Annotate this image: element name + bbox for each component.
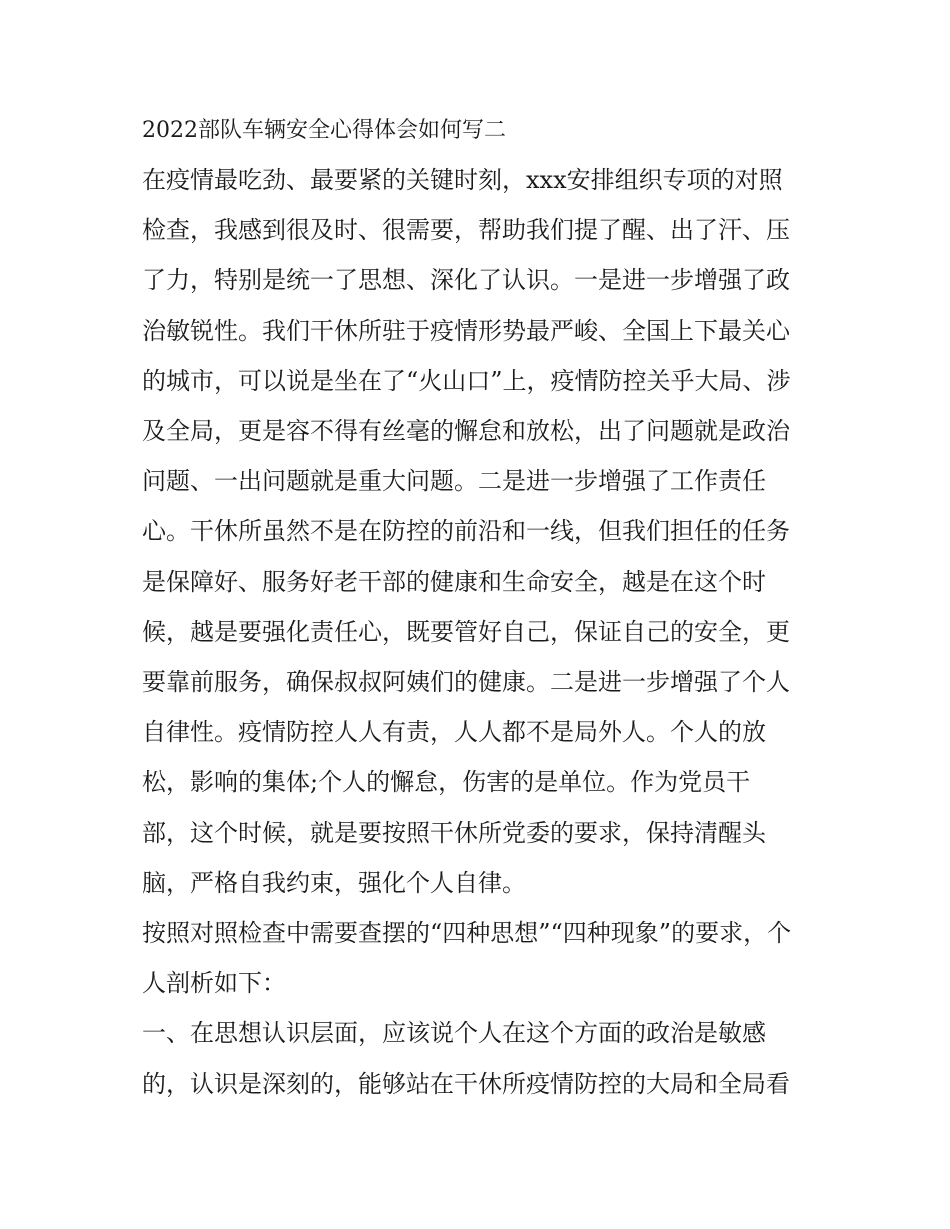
text-line: 了力，特别是统一了思想、深化了认识。一是进一步增强了政 <box>142 266 790 295</box>
text-line: 按照对照检查中需要查摆的“四种思想”“四种现象”的要求，个 <box>142 919 792 948</box>
text-line: 的，认识是深刻的，能够站在干休所疫情防控的大局和全局看 <box>142 1069 790 1098</box>
paragraph-2 <box>142 908 812 1008</box>
text-line: 问题、一出问题就是重大问题。二是进一步增强了工作责任 <box>142 467 766 496</box>
text-line: 是保障好、服务好老干部的健康和生命安全，越是在这个时 <box>142 567 766 596</box>
paragraph-1 <box>142 155 812 908</box>
text-line: 人剖析如下： <box>142 969 286 998</box>
text-line: 的城市，可以说是坐在了“火山口”上，疫情防控关乎大局、涉 <box>142 366 791 395</box>
paragraph-3 <box>142 1008 812 1108</box>
text-line: 治敏锐性。我们干休所驻于疫情形势最严峻、全国上下最关心 <box>142 316 790 345</box>
text-line: 自律性。疫情防控人人有责，人人都不是局外人。个人的放 <box>142 718 766 747</box>
text-line: 脑，严格自我约束，强化个人自律。 <box>142 868 526 897</box>
document-body <box>142 107 812 1109</box>
text-line: 松，影响的集体;个人的懈怠，伤害的是单位。作为党员干 <box>142 768 751 797</box>
text-line: 部，这个时候，就是要按照干休所党委的要求，保持清醒头 <box>142 818 766 847</box>
text-line: 要靠前服务，确保叔叔阿姨们的健康。二是进一步增强了个人 <box>142 668 790 697</box>
text-line: 候，越是要强化责任心，既要管好自己，保证自己的安全，更 <box>142 617 790 646</box>
text-line: 心。干休所虽然不是在防控的前沿和一线，但我们担任的任务 <box>142 517 790 546</box>
text-line: 在疫情最吃劲、最要紧的关键时刻，xxx安排组织专项的对照 <box>142 166 783 194</box>
text-line: 一、在思想认识层面，应该说个人在这个方面的政治是敏感 <box>142 1019 766 1048</box>
text-line: 及全局，更是容不得有丝毫的懈怠和放松，出了问题就是政治 <box>142 417 790 446</box>
text-line: 检查，我感到很及时、很需要，帮助我们提了醒、出了汗、压 <box>142 216 790 245</box>
document-title: 2022部队车辆安全心得体会如何写二 <box>142 118 506 143</box>
